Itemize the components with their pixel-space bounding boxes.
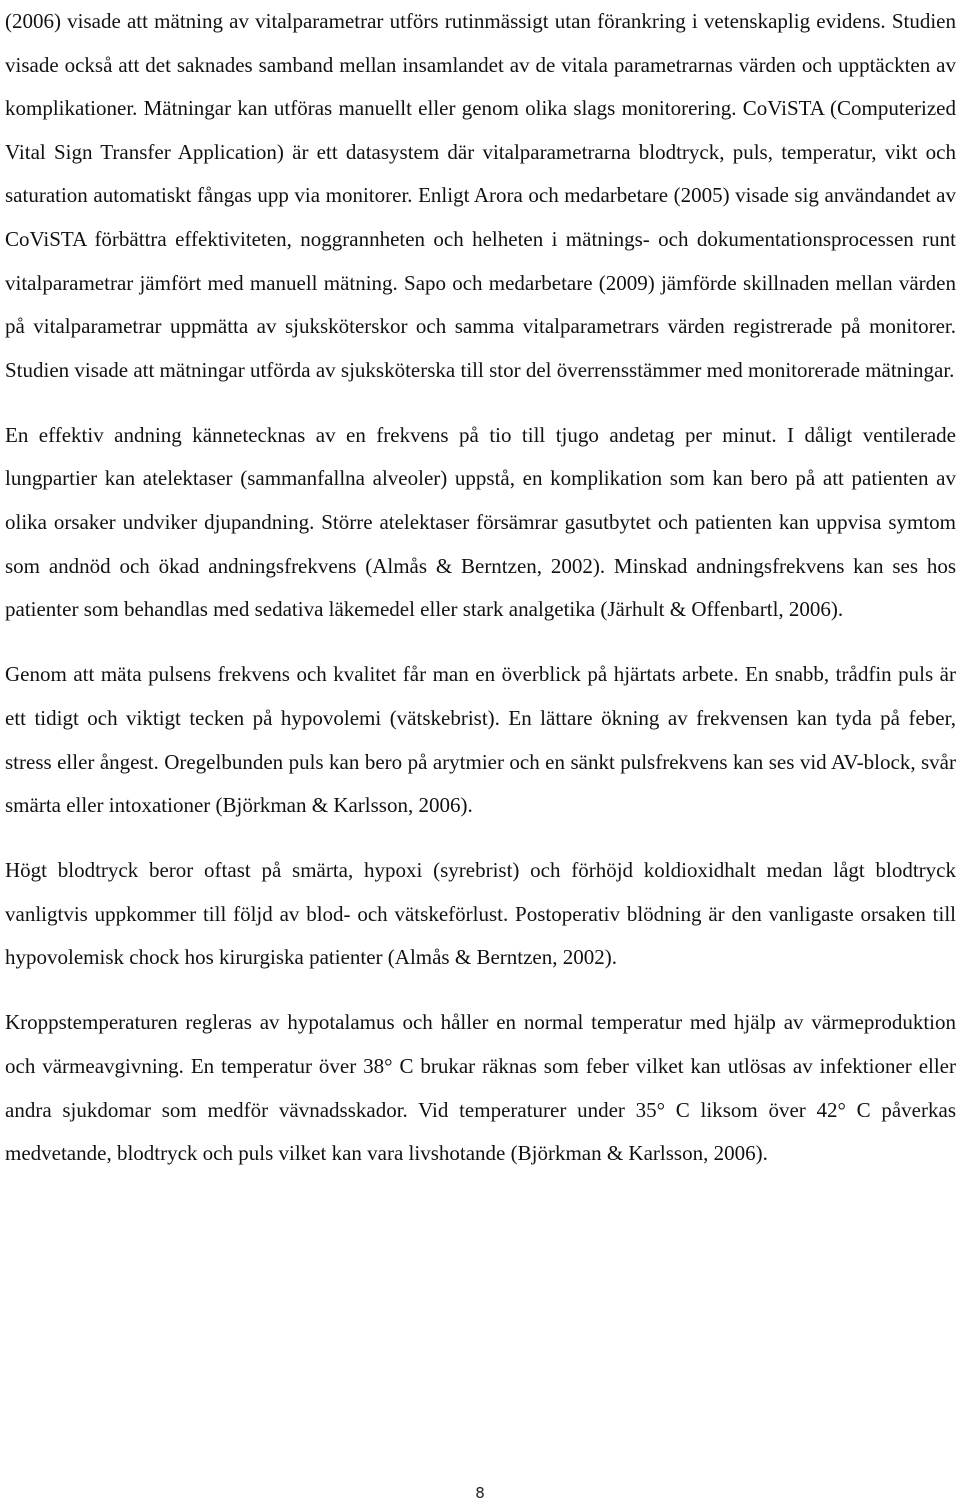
document-page	[5, 0, 956, 1509]
paragraph-vital-parameters: (2006) visade att mätning av vitalparametrar utförs rutinmässigt utan förankring i vetenskaplig evidens. Studien visade också att det saknades samband mellan insamlandet av de vitala parametrarnas värden och upptäckten av komplikationer. Mätningar kan utföras manuellt eller genom olika slags monitorering. CoViSTA (Computerized Vital Sign Transfer Application) är ett datasystem där vitalparametrarna blodtryck, puls, temperatur, vikt och saturation automatiskt fångas upp via monitorer. Enligt Arora och medarbetare (2005) visade sig användandet av CoViSTA förbättra effektiviteten, noggrannheten och helheten i mätnings- och dokumentationsprocessen runt vitalparametrar jämfört med manuell mätning. Sapo och medarbetare (2009) jämförde skillnaden mellan värden på vitalparametrar uppmätta av sjuksköterskor och samma vitalparametrars värden registrerade på monitorer. Studien visade att mätningar utförda av sjuksköterska till stor del överrensstämmer med monitorerade mätningar.	[5, 9, 956, 382]
page-number: 8	[475, 1484, 485, 1502]
paragraph-pulse: Genom att mäta pulsens frekvens och kvalitet får man en överblick på hjärtats arbete. En snabb, trådfin puls är ett tidigt och viktigt tecken på hypovolemi (vätskebrist). En lättare ökning av frekvensen kan tyda på feber, stress eller ångest. Oregelbunden puls kan bero på arytmier och en sänkt pulsfrekvens kan ses vid AV-block, svår smärta eller intoxationer (Björkman & Karlsson, 2006).	[5, 662, 956, 818]
paragraph-breathing: En effektiv andning kännetecknas av en frekvens på tio till tjugo andetag per minut. I dåligt ventilerade lungpartier kan atelektaser (sammanfallna alveoler) uppstå, en komplikation som kan bero på att patienten av olika orsaker undviker djupandning. Större atelektaser försämrar gasutbytet och patienten kan uppvisa symtom som andnöd och ökad andningsfrekvens (Almås & Berntzen, 2002). Minskad andningsfrekvens kan ses hos patienter som behandlas med sedativa läkemedel eller stark analgetika (Järhult & Offenbartl, 2006).	[5, 422, 956, 622]
paragraph-temperature: Kroppstemperaturen regleras av hypotalamus och håller en normal temperatur med hjälp av värmeproduktion och värmeavgivning. En temperatur över 38° C brukar räknas som feber vilket kan utlösas av infektioner eller andra sjukdomar som medför vävnadsskador. Vid temperaturer under 35° C liksom över 42° C påverkas medvetande, blodtryck och puls vilket kan vara livshotande (Björkman & Karlsson, 2006).	[5, 1010, 956, 1166]
paragraph-blood-pressure: Högt blodtryck beror oftast på smärta, hypoxi (syrebrist) och förhöjd koldioxidhalt medan lågt blodtryck vanligtvis uppkommer till följd av blod- och vätskeförlust. Postoperativ blödning är den vanligaste orsaken till hypovolemisk chock hos kirurgiska patienter (Almås & Berntzen, 2002).	[5, 858, 956, 970]
